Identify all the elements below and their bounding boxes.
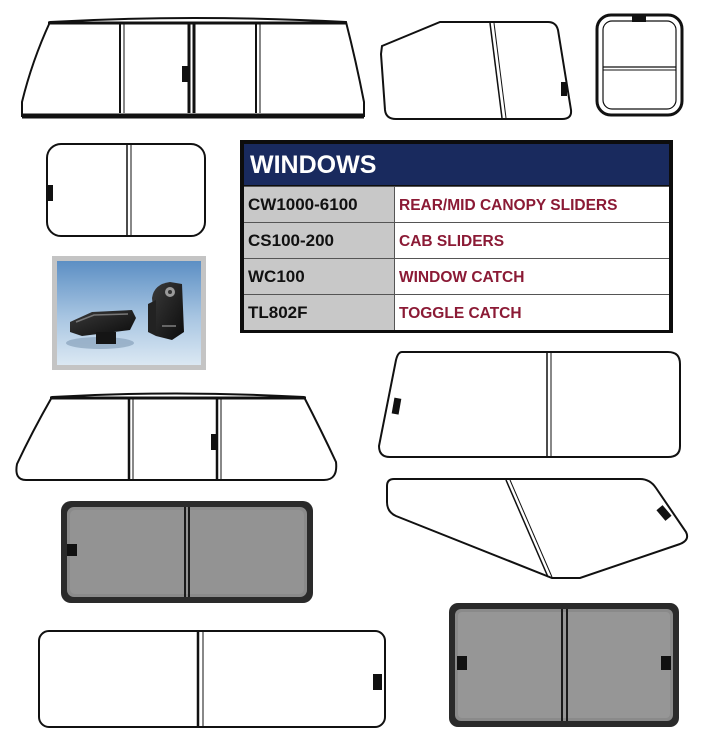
small-rounded-window-top-right <box>594 12 686 118</box>
tinted-slider-window-left <box>58 498 316 606</box>
product-code: CW1000-6100 <box>244 187 395 222</box>
product-code: CS100-200 <box>244 223 395 258</box>
cab-slider-angled-top <box>378 20 574 122</box>
product-table <box>240 140 673 333</box>
cab-slider-angled-right <box>384 476 692 582</box>
product-description: REAR/MID CANOPY SLIDERS <box>395 187 669 222</box>
canopy-window-slanted-right <box>376 350 684 460</box>
canopy-window-wide-top-left <box>20 16 365 122</box>
table-title: WINDOWS <box>244 144 669 186</box>
slider-window-bottom-left <box>36 628 388 730</box>
table-row <box>244 186 669 222</box>
canopy-window-wide-middle-left <box>14 392 340 484</box>
product-description: WINDOW CATCH <box>395 259 669 294</box>
product-code: TL802F <box>244 295 395 330</box>
cab-slider-rounded-left <box>44 141 208 239</box>
tinted-slider-window-bottom-right <box>446 600 682 730</box>
product-description: CAB SLIDERS <box>395 223 669 258</box>
product-code: WC100 <box>244 259 395 294</box>
table-row <box>244 258 669 294</box>
window-catch-photo <box>52 256 206 370</box>
table-row <box>244 222 669 258</box>
product-description: TOGGLE CATCH <box>395 295 669 330</box>
table-row <box>244 294 669 330</box>
